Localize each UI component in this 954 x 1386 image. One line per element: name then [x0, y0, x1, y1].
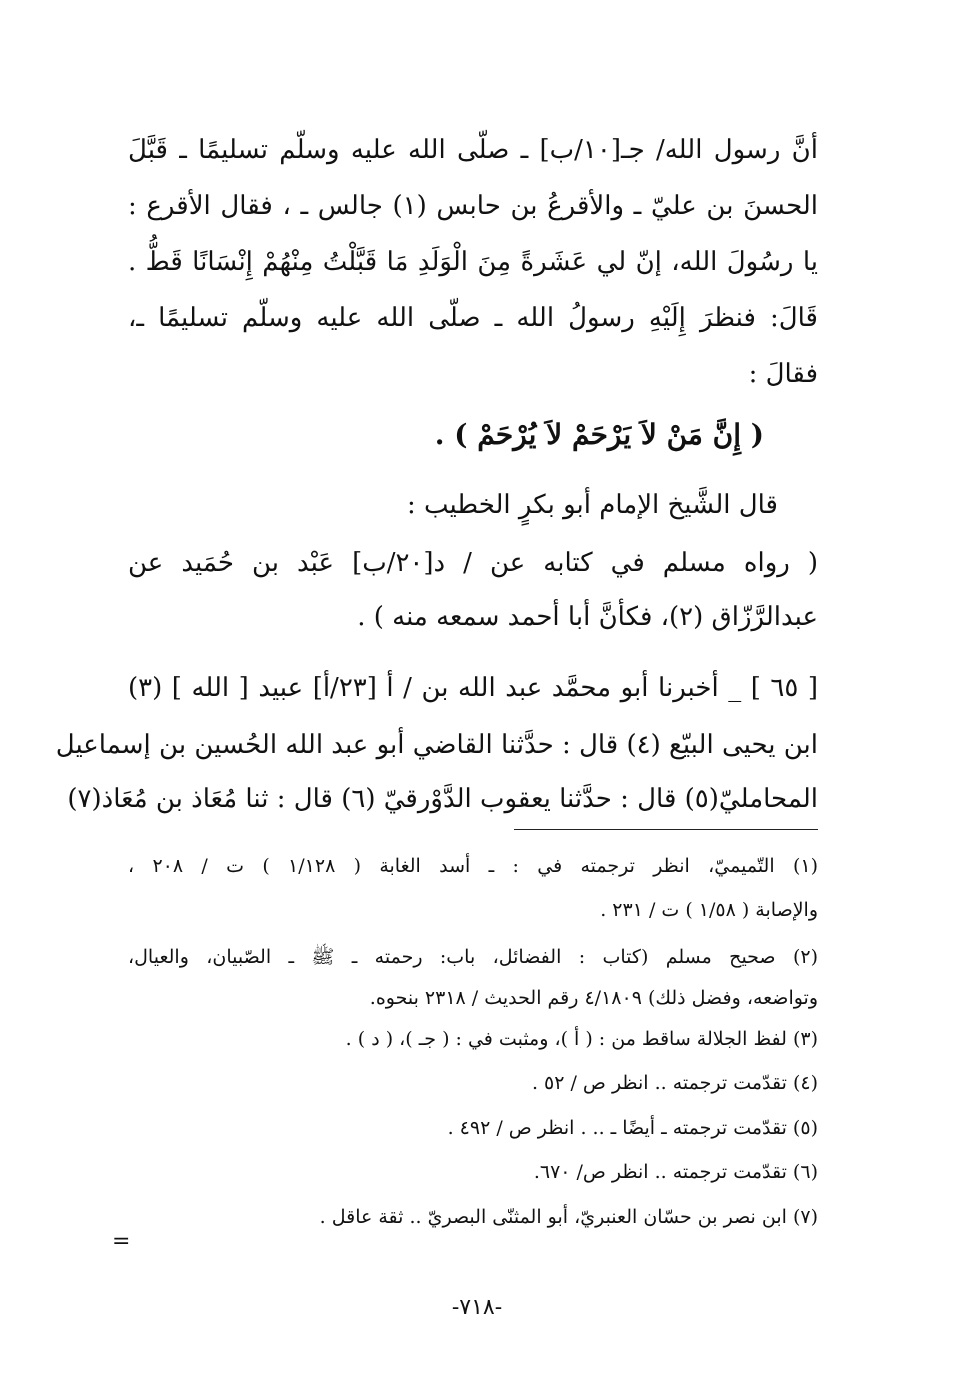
- footnote-line-1: (١) التّميميّ، انظر ترجمته في : ـ أسد الغابة ( ١/١٢٨ ) ت / ٢٠٨ ،: [128, 855, 818, 877]
- page-number: -٧١٨-: [451, 1295, 503, 1320]
- body-line-4: قَالَ: فنظرَ إِلَيْهِ رسولُ الله ـ صلّى الله عليه وسلّم تسليمًا ـ،: [128, 303, 818, 333]
- body-line-3: يا رسُولَ الله، إنّ لي عَشَرةً مِنَ الْوَلَدِ مَا قَبَّلْتُ مِنْهُمْ إِنْسَانًا قَطُّ .: [128, 247, 818, 277]
- body-line-5: فقالَ :: [748, 359, 818, 389]
- body-line-12: المحامليّ(٥) قال : حدَّثنا يعقوب الدَّوْرقيّ (٦) قال : ثنا مُعَاذ بن مُعَاذ(٧): [67, 784, 818, 814]
- footnote-line-3: (٢) صحيح مسلم (كتاب : الفضائل، باب: رحمته ـ ﷺ ـ الصّبيان، والعيال،: [128, 946, 818, 968]
- footnote-line-9: (٧) ابن نصر بن حسّان العنبريّ، أبو المثنّى البصريّ .. ثقة عاقل .: [319, 1206, 818, 1228]
- body-line-7: قال الشَّيخ الإمام أبو بكرٍ الخطيب :: [406, 490, 778, 520]
- body-line-11: ابن يحيى البيّع (٤) قال : حدَّثنا القاضي أبو عبد الله الحُسين بن إسماعيل: [55, 730, 818, 760]
- continuation-mark: =: [112, 1229, 131, 1254]
- body-line-1: أنَّ رسول الله/ جـ[١٠/ب] ـ صلّى الله عليه وسلّم تسليمًا ـ قَبَّلَ: [128, 135, 818, 165]
- footnote-line-8: (٦) تقدّمت ترجمته .. انظر ص/ ٦٧٠.: [533, 1161, 818, 1183]
- body-line-10: [ ٦٥ ] _ أخبرنا أبو محمَّد عبد الله بن / أ [٢٣/أ] عبيد [ الله ] (٣): [128, 673, 818, 703]
- body-line-9: عبدالرَّزّاق (٢)، فكأنَّ أبا أحمد سمعه منه ) .: [357, 602, 818, 632]
- body-line-8: ( رواه مسلم في كتابه عن / د[٢٠/ب] عَبْد بن حُمَيد عن: [128, 548, 818, 578]
- footnote-line-5: (٣) لفظ الجلالة ساقط من : ( أ )، ومثبت في : ( جـ )، ( د ) .: [345, 1028, 818, 1050]
- body-line-2: الحسنَ بن عليّ ـ والأقرعُ بن حابس (١) جالس ـ ، فقال الأقرع :: [128, 191, 818, 221]
- hadith-quote: ( إِنَّ مَنْ لاَ يَرْحَمْ لاَ يُرْحَمْ ) .: [434, 418, 764, 451]
- footnote-line-2: والإصابة ( ١/٥٨ ) ت / ٢٣١ .: [600, 899, 818, 921]
- footnote-separator: [514, 829, 818, 830]
- footnote-line-4: وتواضعه، وفضل ذلك) ٤/١٨٠٩ رقم الحديث / ٢٣١٨ بنحوه.: [369, 987, 818, 1009]
- footnote-line-7: (٥) تقدّمت ترجمته ـ أيضًا ـ .. . انظر ص / ٤٩٢ .: [447, 1117, 818, 1139]
- footnote-line-6: (٤) تقدّمت ترجمته .. انظر ص / ٥٢ .: [531, 1072, 818, 1094]
